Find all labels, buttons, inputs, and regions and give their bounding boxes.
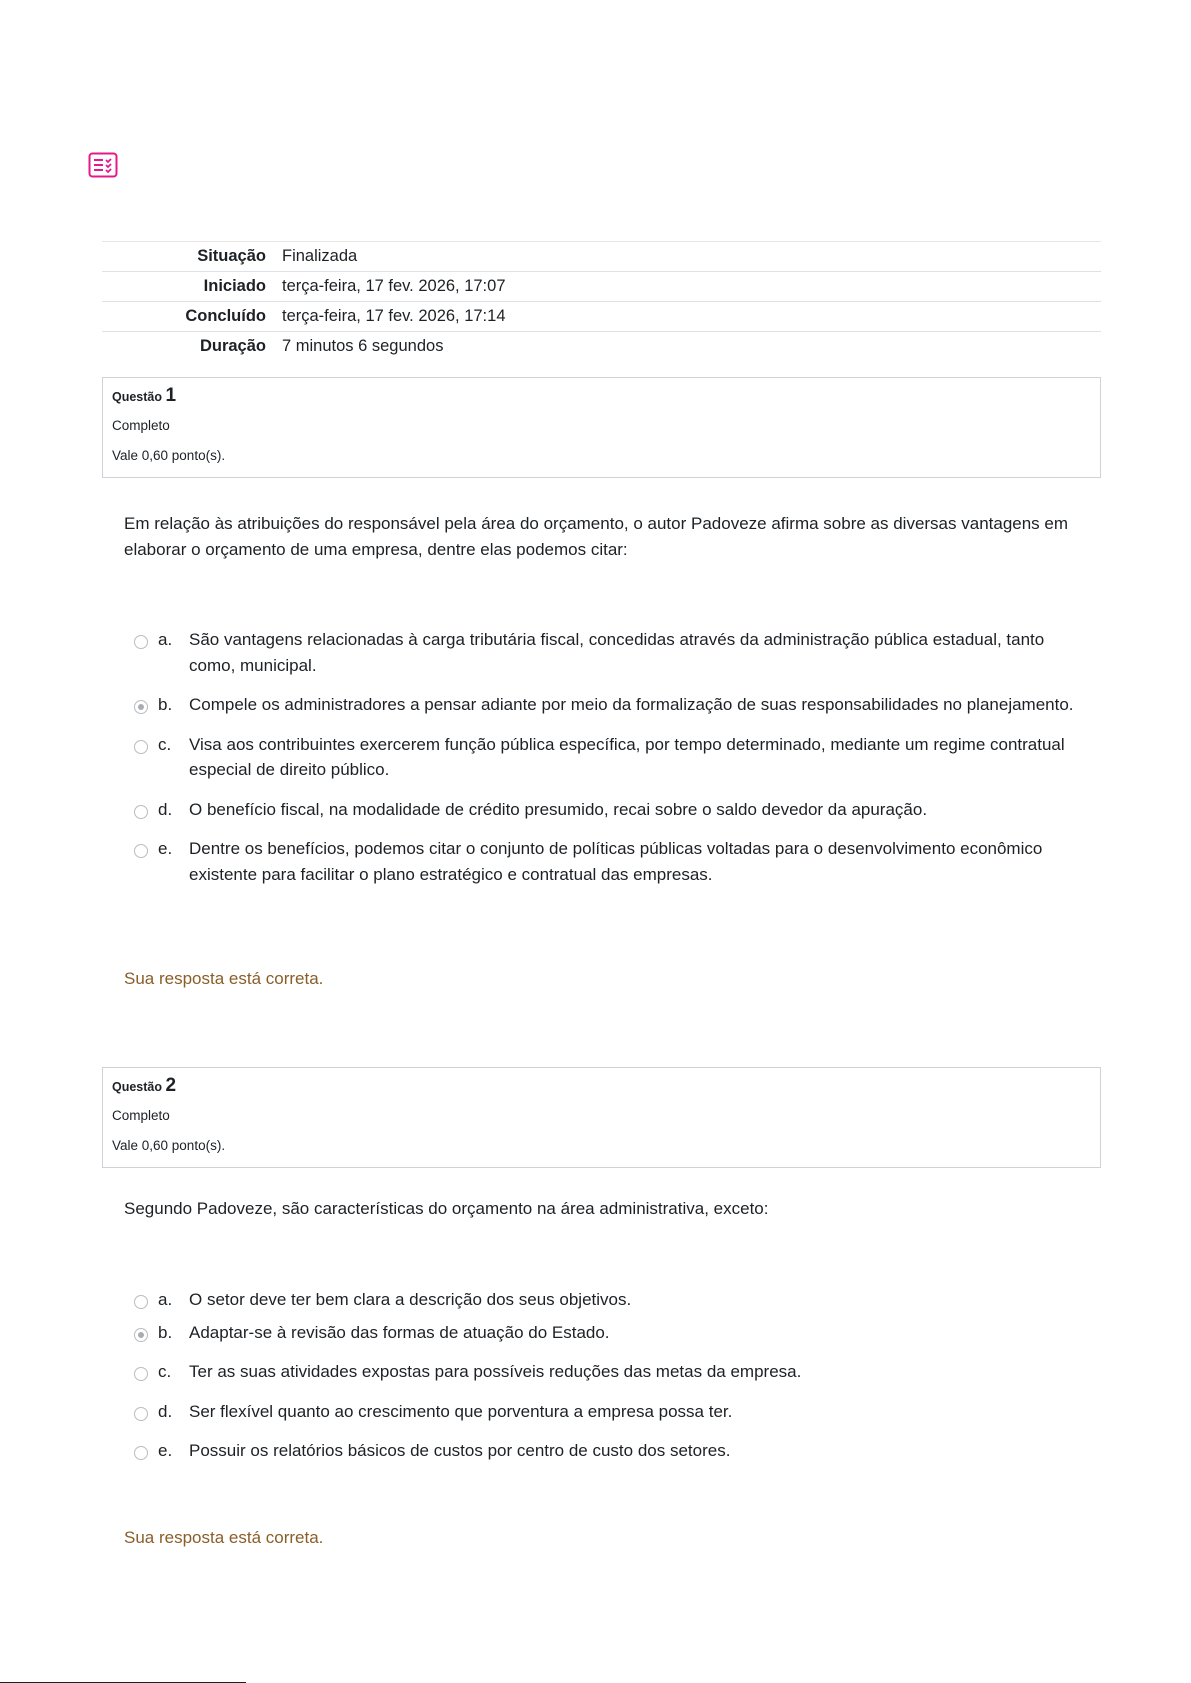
summary-row-status	[102, 242, 1101, 272]
summary-value: terça-feira, 17 fev. 2026, 17:07	[282, 277, 506, 295]
answer-option[interactable]	[134, 1438, 1084, 1464]
option-text: Dentre os benefícios, podemos citar o conjunto de políticas públicas voltadas para o desenvolvimento econômico existente para facilitar o plano estratégico e contratual das empresas.	[189, 839, 1043, 884]
option-letter: b.	[158, 695, 173, 714]
option-letter: c.	[158, 734, 172, 754]
option-letter: d.	[158, 799, 173, 819]
question-2-answers	[134, 1287, 1084, 1464]
summary-row-duration	[102, 332, 1101, 362]
option-text: Ter as suas atividades expostas para possíveis reduções das metas da empresa.	[189, 1362, 802, 1381]
question-number-value: 2	[165, 1075, 177, 1096]
option-text: O setor deve ter bem clara a descrição dos seus objetivos.	[189, 1290, 632, 1309]
summary-row-started	[102, 272, 1101, 302]
radio-button[interactable]	[134, 1295, 148, 1309]
answer-option[interactable]	[134, 836, 1084, 887]
question-state: Completo	[112, 1108, 170, 1123]
summary-value: 7 minutos 6 segundos	[282, 337, 444, 355]
attempt-summary-table	[102, 241, 1101, 361]
question-number	[112, 1075, 176, 1097]
question-1-answers	[134, 627, 1084, 887]
question-number	[112, 385, 176, 407]
answer-option[interactable]	[134, 692, 1084, 718]
summary-row-completed	[102, 302, 1101, 332]
summary-label: Situação	[197, 247, 266, 265]
option-letter: b.	[158, 1322, 173, 1342]
answer-option[interactable]	[134, 1399, 1084, 1425]
question-label: Questão	[112, 390, 163, 404]
option-text: São vantagens relacionadas à carga tributária fiscal, concedidas através da administração pública estadual, tanto como, municipal.	[189, 630, 1045, 675]
option-letter: e.	[158, 1441, 173, 1460]
radio-button[interactable]	[134, 635, 148, 649]
summary-label: Iniciado	[203, 277, 266, 295]
option-text: Visa aos contribuintes exercerem função pública específica, por tempo determinado, mediante um regime contratual especial de direito público.	[189, 734, 1065, 779]
option-text: Compele os administradores a pensar adiante por meio da formalização de suas responsabilidades no planejamento.	[189, 695, 1074, 714]
option-text: O benefício fiscal, na modalidade de crédito presumido, recai sobre o saldo devedor da apuração.	[189, 799, 928, 819]
radio-button[interactable]	[134, 740, 148, 754]
question-2-text: Segundo Padoveze, são características do orçamento na área administrativa, exceto:	[124, 1199, 769, 1218]
radio-button-selected[interactable]	[134, 700, 148, 714]
radio-button[interactable]	[134, 1446, 148, 1460]
question-grade: Vale 0,60 ponto(s).	[112, 448, 226, 463]
question-2-feedback: Sua resposta está correta.	[124, 1528, 324, 1547]
radio-button[interactable]	[134, 1407, 148, 1421]
answer-option[interactable]	[134, 627, 1084, 678]
question-label: Questão	[112, 1080, 163, 1094]
option-text: Ser flexível quanto ao crescimento que porventura a empresa possa ter.	[189, 1401, 733, 1421]
question-1-info	[102, 377, 1101, 478]
option-letter: a.	[158, 630, 173, 649]
summary-value: Finalizada	[282, 247, 358, 265]
quiz-list-icon	[88, 152, 118, 178]
radio-button-selected[interactable]	[134, 1328, 148, 1342]
answer-option[interactable]	[134, 797, 1084, 823]
answer-option[interactable]	[134, 732, 1084, 783]
question-grade: Vale 0,60 ponto(s).	[112, 1138, 226, 1153]
radio-button[interactable]	[134, 844, 148, 858]
question-2-info	[102, 1067, 1101, 1168]
answer-option[interactable]	[134, 1320, 1084, 1346]
radio-button[interactable]	[134, 1367, 148, 1381]
summary-label: Duração	[199, 337, 266, 355]
question-number-value: 1	[165, 385, 177, 406]
option-letter: e.	[158, 839, 173, 858]
option-letter: c.	[158, 1362, 172, 1381]
option-text: Possuir os relatórios básicos de custos por centro de custo dos setores.	[189, 1441, 731, 1460]
option-text: Adaptar-se à revisão das formas de atuação do Estado.	[189, 1322, 610, 1342]
question-1-feedback: Sua resposta está correta.	[124, 969, 324, 988]
summary-label: Concluído	[185, 307, 266, 325]
summary-value: terça-feira, 17 fev. 2026, 17:14	[282, 307, 506, 325]
answer-option[interactable]	[134, 1359, 1084, 1385]
question-1-text: Em relação às atribuições do responsável pela área do orçamento, o autor Padoveze afirma sobre as diversas vantagens em elaborar o orçamento de uma empresa, dentre elas podemos citar:	[124, 514, 1069, 559]
radio-button[interactable]	[134, 805, 148, 819]
option-letter: d.	[158, 1401, 173, 1421]
answer-option[interactable]	[134, 1287, 1084, 1313]
question-state: Completo	[112, 418, 170, 433]
option-letter: a.	[158, 1290, 173, 1309]
